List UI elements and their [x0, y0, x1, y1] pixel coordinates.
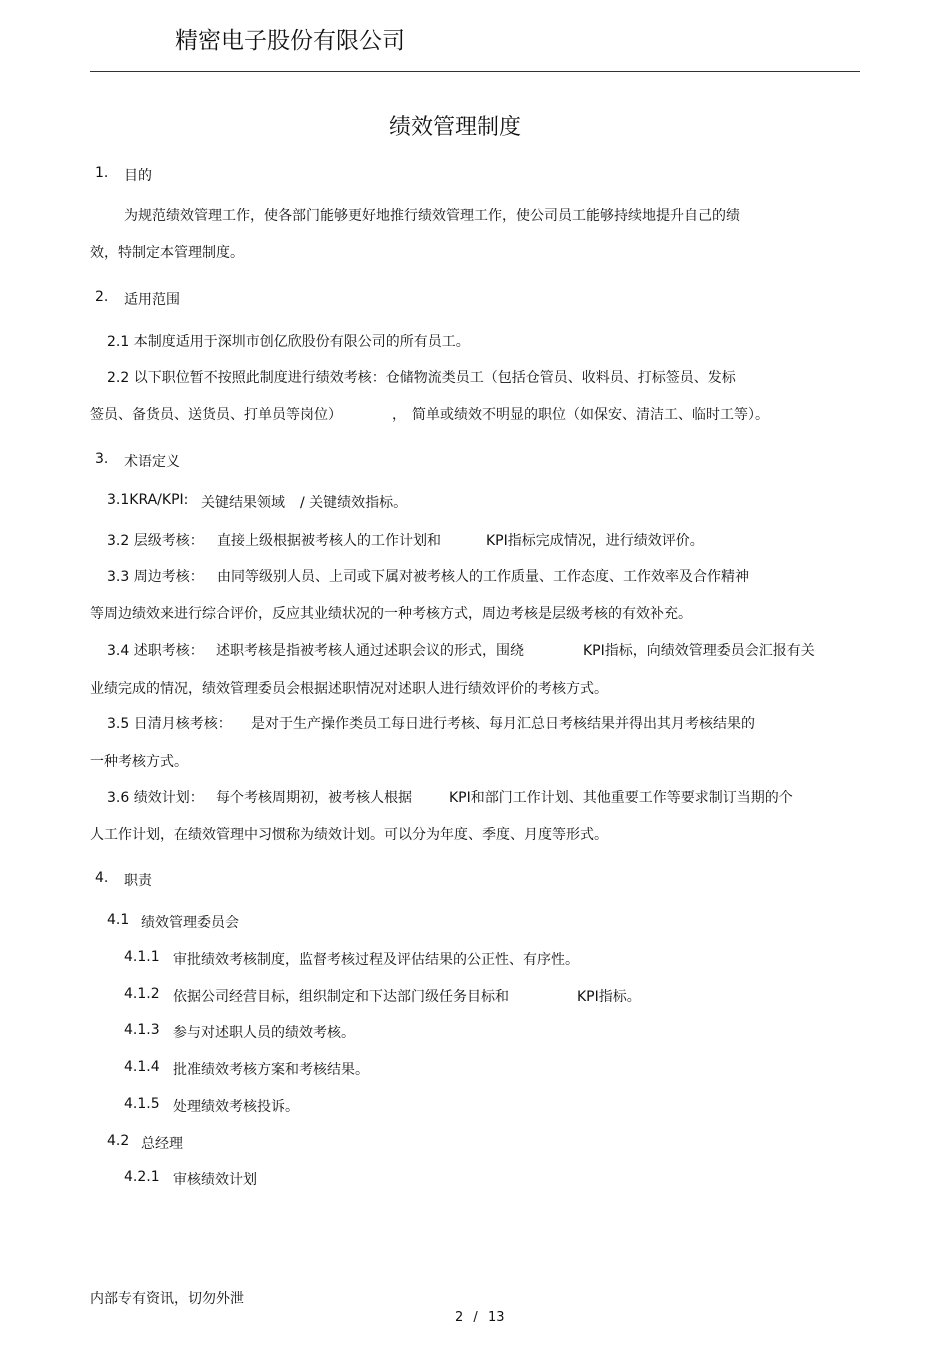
- definition-3-6-text-a: 每个考核周期初，被考核人根据: [216, 790, 412, 806]
- section-2-number: 2.: [95, 289, 109, 305]
- item-4-1-3-text: 参与对述职人员的绩效考核。: [173, 1025, 355, 1041]
- section-4-number: 4.: [95, 870, 109, 886]
- company-name: 精密电子股份有限公司: [175, 28, 405, 54]
- section-1-number: 1.: [95, 165, 109, 181]
- clause-2-2-line-2-part-c: 简单或绩效不明显的职位（如保安、清洁工、临时工等）。: [412, 407, 769, 423]
- item-4-1-1-number: 4.1.1: [124, 949, 160, 965]
- section-2-title: 适用范围: [124, 292, 180, 308]
- definition-3-1-term: 关键结果领域: [201, 495, 285, 511]
- section-3-title: 术语定义: [124, 454, 180, 470]
- item-4-1-5-text: 处理绩效考核投诉。: [173, 1099, 299, 1115]
- clause-2-2-line-2-comma: ，: [392, 407, 406, 423]
- definition-3-3-text: 由同等级别人员、上司或下属对被考核人的工作质量、工作态度、工作效率及合作精神: [217, 569, 749, 585]
- subsection-4-2-title: 总经理: [141, 1136, 183, 1152]
- section-1-title: 目的: [124, 168, 152, 184]
- clause-2-2-line-2-part-a: 签员、备货员、送货员、打单员等岗位）: [90, 407, 342, 423]
- item-4-1-4-text: 批准绩效考核方案和考核结果。: [173, 1062, 369, 1078]
- section-4-title: 职责: [124, 873, 152, 889]
- item-4-1-4-number: 4.1.4: [124, 1059, 160, 1075]
- definition-3-4-label: 3.4 述职考核：: [107, 643, 204, 659]
- item-4-1-1-text: 审批绩效考核制度，监督考核过程及评估结果的公正性、有序性。: [173, 952, 579, 968]
- item-4-2-1-text: 审核绩效计划: [173, 1172, 257, 1188]
- page-number: [455, 1310, 505, 1325]
- item-4-1-5-number: 4.1.5: [124, 1096, 160, 1112]
- definition-3-4-text-a: 述职考核是指被考核人通过述职会议的形式，围绕: [216, 643, 524, 659]
- definition-3-6-label: 3.6 绩效计划：: [107, 790, 204, 806]
- definition-3-3-label: 3.3 周边考核：: [107, 569, 204, 585]
- definition-3-2-text-a: 直接上级根据被考核人的工作计划和: [217, 533, 441, 549]
- clause-2-2-line-1: 2.2 以下职位暂不按照此制度进行绩效考核：仓储物流类员工（包括仓管员、收料员、打标签员、发标: [107, 370, 736, 386]
- subsection-4-1-number: 4.1: [107, 912, 130, 928]
- definition-3-1-label: 3.1KRA/KPI:: [107, 492, 189, 508]
- page-total: 13: [487, 1310, 505, 1325]
- definition-3-5-line-2: 一种考核方式。: [90, 754, 188, 770]
- subsection-4-2-number: 4.2: [107, 1133, 130, 1149]
- subsection-4-1-title: 绩效管理委员会: [141, 915, 239, 931]
- confidentiality-notice: 内部专有资讯，切勿外泄: [90, 1291, 244, 1307]
- item-4-1-3-number: 4.1.3: [124, 1022, 160, 1038]
- definition-3-1-text: / 关键绩效指标。: [300, 495, 408, 511]
- section-3-number: 3.: [95, 451, 109, 467]
- definition-3-5-text: 是对于生产操作类员工每日进行考核、每月汇总日考核结果并得出其月考核结果的: [251, 716, 755, 732]
- definition-3-6-line-2: 人工作计划，在绩效管理中习惯称为绩效计划。可以分为年度、季度、月度等形式。: [90, 827, 608, 843]
- definition-3-4-line-2: 业绩完成的情况，绩效管理委员会根据述职情况对述职人进行绩效评价的考核方式。: [90, 681, 608, 697]
- definition-3-2-text-b: KPI指标完成情况，进行绩效评价。: [486, 533, 704, 549]
- item-4-1-2-number: 4.1.2: [124, 986, 160, 1002]
- definition-3-6-text-b: KPI和部门工作计划、其他重要工作等要求制订当期的个: [449, 790, 793, 806]
- page-current: 2: [455, 1310, 464, 1325]
- section-1-paragraph-line-1: 为规范绩效管理工作，使各部门能够更好地推行绩效管理工作，使公司员工能够持续地提升自己的绩: [124, 208, 740, 224]
- definition-3-5-label: 3.5 日清月核考核：: [107, 716, 232, 732]
- header-divider: [90, 71, 860, 72]
- clause-2-1: 2.1 本制度适用于深圳市创亿欣股份有限公司的所有员工。: [107, 334, 470, 350]
- item-4-1-2-text-b: KPI指标。: [577, 989, 641, 1005]
- item-4-1-2-text-a: 依据公司经营目标，组织制定和下达部门级任务目标和: [173, 989, 509, 1005]
- page-separator: /: [473, 1310, 478, 1325]
- document-title: 绩效管理制度: [388, 115, 521, 140]
- definition-3-4-text-b: KPI指标，向绩效管理委员会汇报有关: [583, 643, 815, 659]
- definition-3-2-label: 3.2 层级考核：: [107, 533, 204, 549]
- item-4-2-1-number: 4.2.1: [124, 1169, 160, 1185]
- section-1-paragraph-line-2: 效，特制定本管理制度。: [90, 245, 244, 261]
- definition-3-3-line-2: 等周边绩效来进行综合评价，反应其业绩状况的一种考核方式，周边考核是层级考核的有效补充。: [90, 606, 692, 622]
